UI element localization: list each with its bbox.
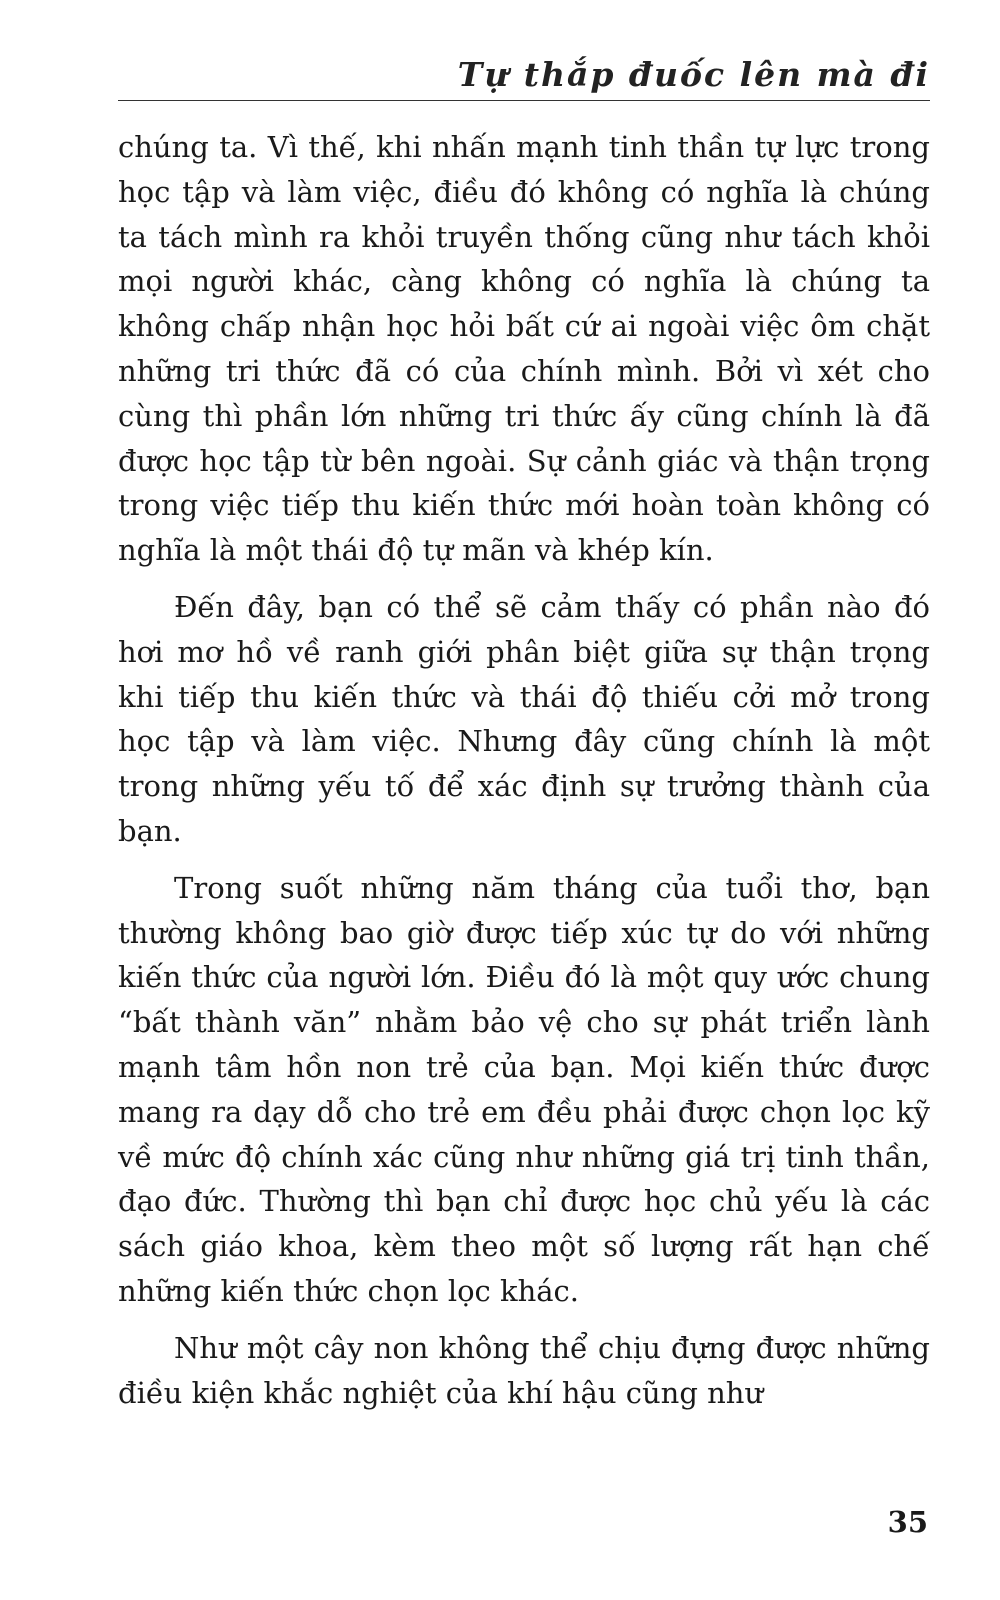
paragraph: Trong suốt những năm tháng của tuổi thơ, bạn thường không bao giờ được tiếp xúc tự do với những kiến thức của người lớn. Điều đó là một quy ước chung “bất thành văn” nhằm bảo vệ cho sự phát triển lành mạnh tâm hồn non trẻ của bạn. Mọi kiến thức được mang ra dạy dỗ cho trẻ em đều phải được chọn lọc kỹ về mức độ chính xác cũng như những giá trị tinh thần, đạo đức. Thường thì bạn chỉ được học chủ yếu là các sách giáo khoa, kèm theo một số lượng rất hạn chế những kiến thức chọn lọc khác.	[118, 870, 930, 1308]
paragraph: Như một cây non không thể chịu đựng được những điều kiện khắc nghiệt của khí hậu cũng như	[118, 1330, 930, 1410]
page-number: 35	[887, 1505, 928, 1539]
body-text	[118, 125, 930, 1427]
paragraph: Đến đây, bạn có thể sẽ cảm thấy có phần nào đó hơi mơ hồ về ranh giới phân biệt giữa sự thận trọng khi tiếp thu kiến thức và thái độ thiếu cởi mở trong học tập và làm việc. Nhưng đây cũng chính là một trong những yếu tố để xác định sự trưởng thành của bạn.	[118, 589, 930, 848]
running-header: Tự thắp đuốc lên mà đi	[118, 50, 930, 101]
paragraph-continuation: chúng ta. Vì thế, khi nhấn mạnh tinh thần tự lực trong học tập và làm việc, điều đó không có nghĩa là chúng ta tách mình ra khỏi truyền thống cũng như tách khỏi mọi người khác, càng không có nghĩa là chúng ta không chấp nhận học hỏi bất cứ ai ngoài việc ôm chặt những tri thức đã có của chính mình. Bởi vì xét cho cùng thì phần lớn những tri thức ấy cũng chính là đã được học tập từ bên ngoài. Sự cảnh giác và thận trọng trong việc tiếp thu kiến thức mới hoàn toàn không có nghĩa là một thái độ tự mãn và khép kín.	[118, 130, 930, 568]
